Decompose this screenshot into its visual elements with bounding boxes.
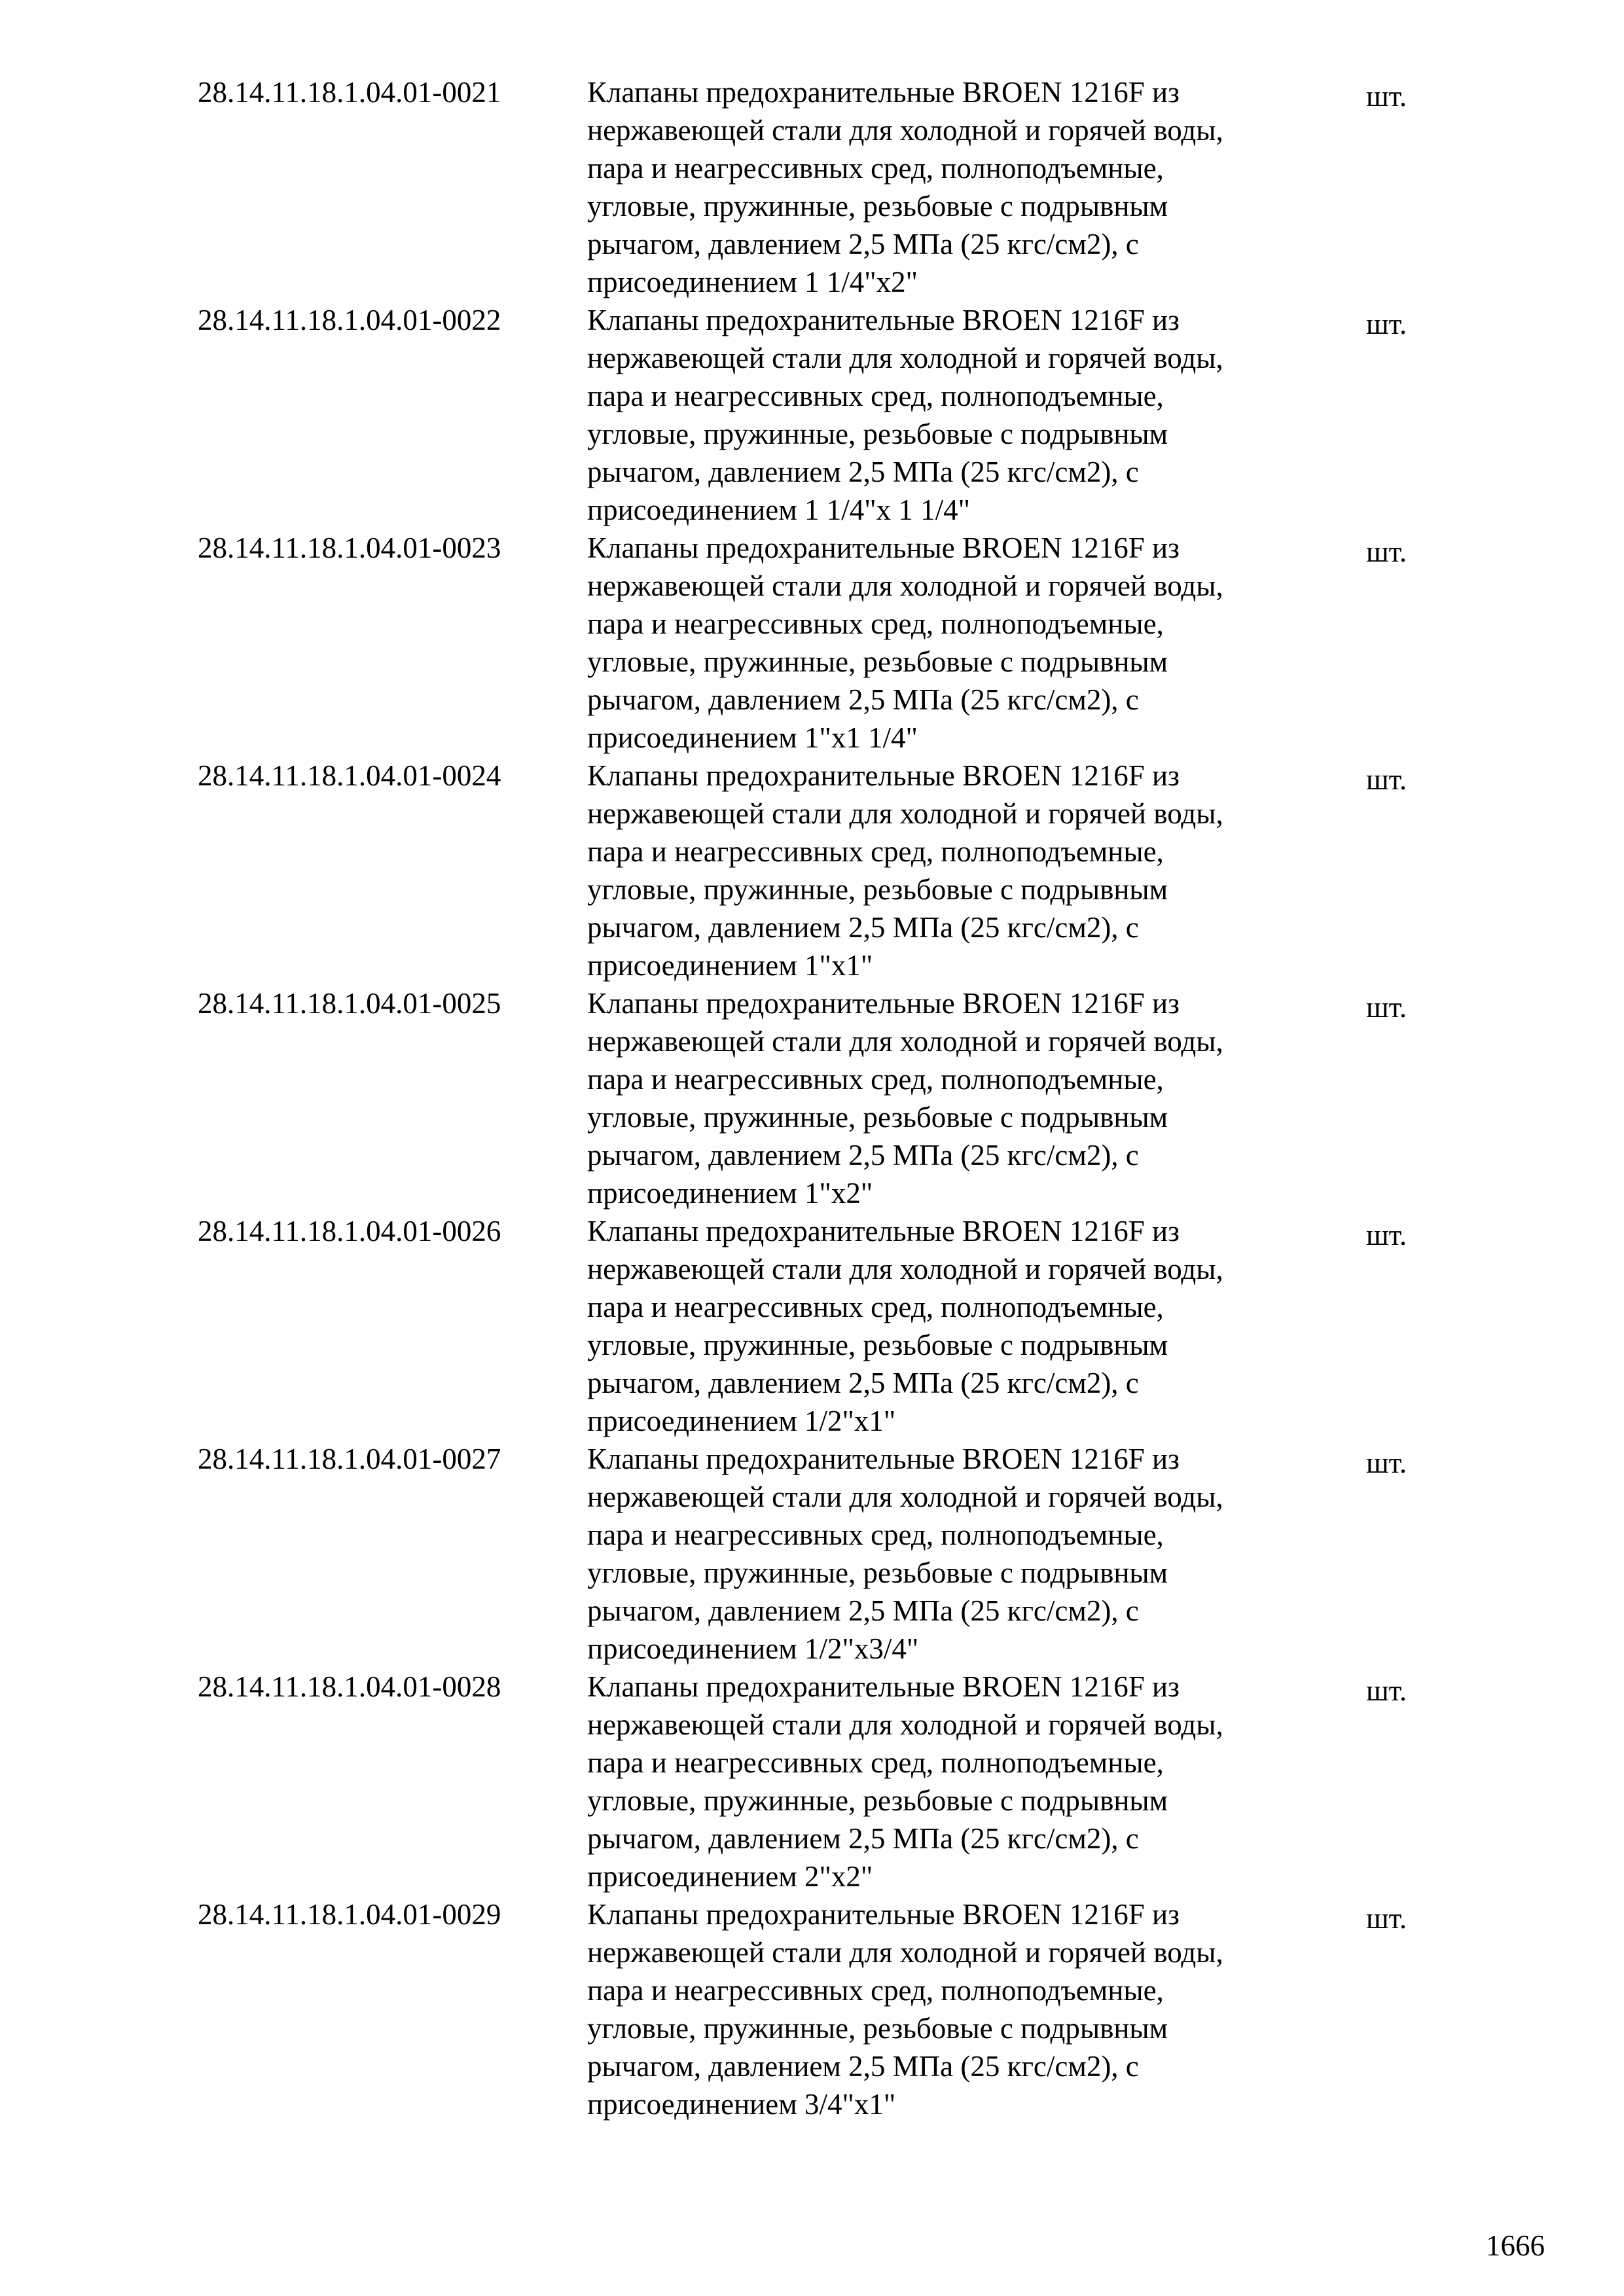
resource-description: Клапаны предохранительные BROEN 1216F из нержавеющей стали для холодной и горячей воды, пара и неагрессивных сред, полноподъемные, угловые, пружинные, резьбовые с подрывным рычагом, давлением 2,5 МПа (25 кгс/см2), с присоединением 1 1/4"х2" [587,76,1223,298]
resource-description: Клапаны предохранительные BROEN 1216F из нержавеющей стали для холодной и горячей воды, пара и неагрессивных сред, полноподъемные, угловые, пружинные, резьбовые с подрывным рычагом, давлением 2,5 МПа (25 кгс/см2), с присоединением 3/4"х1" [587,1898,1223,2121]
resource-description: Клапаны предохранительные BROEN 1216F из нержавеющей стали для холодной и горячей воды, пара и неагрессивных сред, полноподъемные, угловые, пружинные, резьбовые с подрывным рычагом, давлением 2,5 МПа (25 кгс/см2), с присоединением 1/2"х3/4" [587,1443,1223,1665]
resource-code: 28.14.11.18.1.04.01-0024 [198,759,501,792]
unit-of-measure: шт. [1366,308,1407,340]
resource-description: Клапаны предохранительные BROEN 1216F из нержавеющей стали для холодной и горячей воды, пара и неагрессивных сред, полноподъемные, угловые, пружинные, резьбовые с подрывным рычагом, давлением 2,5 МПа (25 кгс/см2), с присоединением 1"х2" [587,987,1223,1210]
table-row [0,1212,1624,1440]
unit-of-measure: шт. [1366,1446,1407,1479]
price-list-table [0,73,1624,2123]
resource-code: 28.14.11.18.1.04.01-0022 [198,304,501,336]
table-row [0,757,1624,984]
resource-code: 28.14.11.18.1.04.01-0027 [198,1443,501,1475]
unit-of-measure: шт. [1366,1219,1407,1251]
unit-of-measure: шт. [1366,1902,1407,1935]
table-row [0,1895,1624,2123]
page-number: 1666 [1486,2229,1545,2262]
table-row [0,301,1624,529]
resource-code: 28.14.11.18.1.04.01-0028 [198,1670,501,1703]
table-row [0,1668,1624,1895]
table-row [0,984,1624,1212]
resource-code: 28.14.11.18.1.04.01-0029 [198,1898,501,1931]
resource-description: Клапаны предохранительные BROEN 1216F из нержавеющей стали для холодной и горячей воды, пара и неагрессивных сред, полноподъемные, угловые, пружинные, резьбовые с подрывным рычагом, давлением 2,5 МПа (25 кгс/см2), с присоединением 1"х1 1/4" [587,531,1223,754]
unit-of-measure: шт. [1366,1674,1407,1707]
unit-of-measure: шт. [1366,991,1407,1024]
table-row [0,1440,1624,1668]
resource-code: 28.14.11.18.1.04.01-0023 [198,531,501,564]
resource-code: 28.14.11.18.1.04.01-0025 [198,987,501,1020]
resource-description: Клапаны предохранительные BROEN 1216F из нержавеющей стали для холодной и горячей воды, пара и неагрессивных сред, полноподъемные, угловые, пружинные, резьбовые с подрывным рычагом, давлением 2,5 МПа (25 кгс/см2), с присоединением 2"х2" [587,1670,1223,1893]
resource-description: Клапаны предохранительные BROEN 1216F из нержавеющей стали для холодной и горячей воды, пара и неагрессивных сред, полноподъемные, угловые, пружинные, резьбовые с подрывным рычагом, давлением 2,5 МПа (25 кгс/см2), с присоединением 1/2"х1" [587,1215,1223,1437]
table-row [0,73,1624,301]
table-row [0,529,1624,757]
unit-of-measure: шт. [1366,80,1407,113]
unit-of-measure: шт. [1366,763,1407,796]
unit-of-measure: шт. [1366,535,1407,568]
resource-code: 28.14.11.18.1.04.01-0021 [198,76,501,109]
resource-description: Клапаны предохранительные BROEN 1216F из нержавеющей стали для холодной и горячей воды, пара и неагрессивных сред, полноподъемные, угловые, пружинные, резьбовые с подрывным рычагом, давлением 2,5 МПа (25 кгс/см2), с присоединением 1 1/4"х 1 1/4" [587,304,1223,526]
resource-code: 28.14.11.18.1.04.01-0026 [198,1215,501,1247]
resource-description: Клапаны предохранительные BROEN 1216F из нержавеющей стали для холодной и горячей воды, пара и неагрессивных сред, полноподъемные, угловые, пружинные, резьбовые с подрывным рычагом, давлением 2,5 МПа (25 кгс/см2), с присоединением 1"х1" [587,759,1223,982]
